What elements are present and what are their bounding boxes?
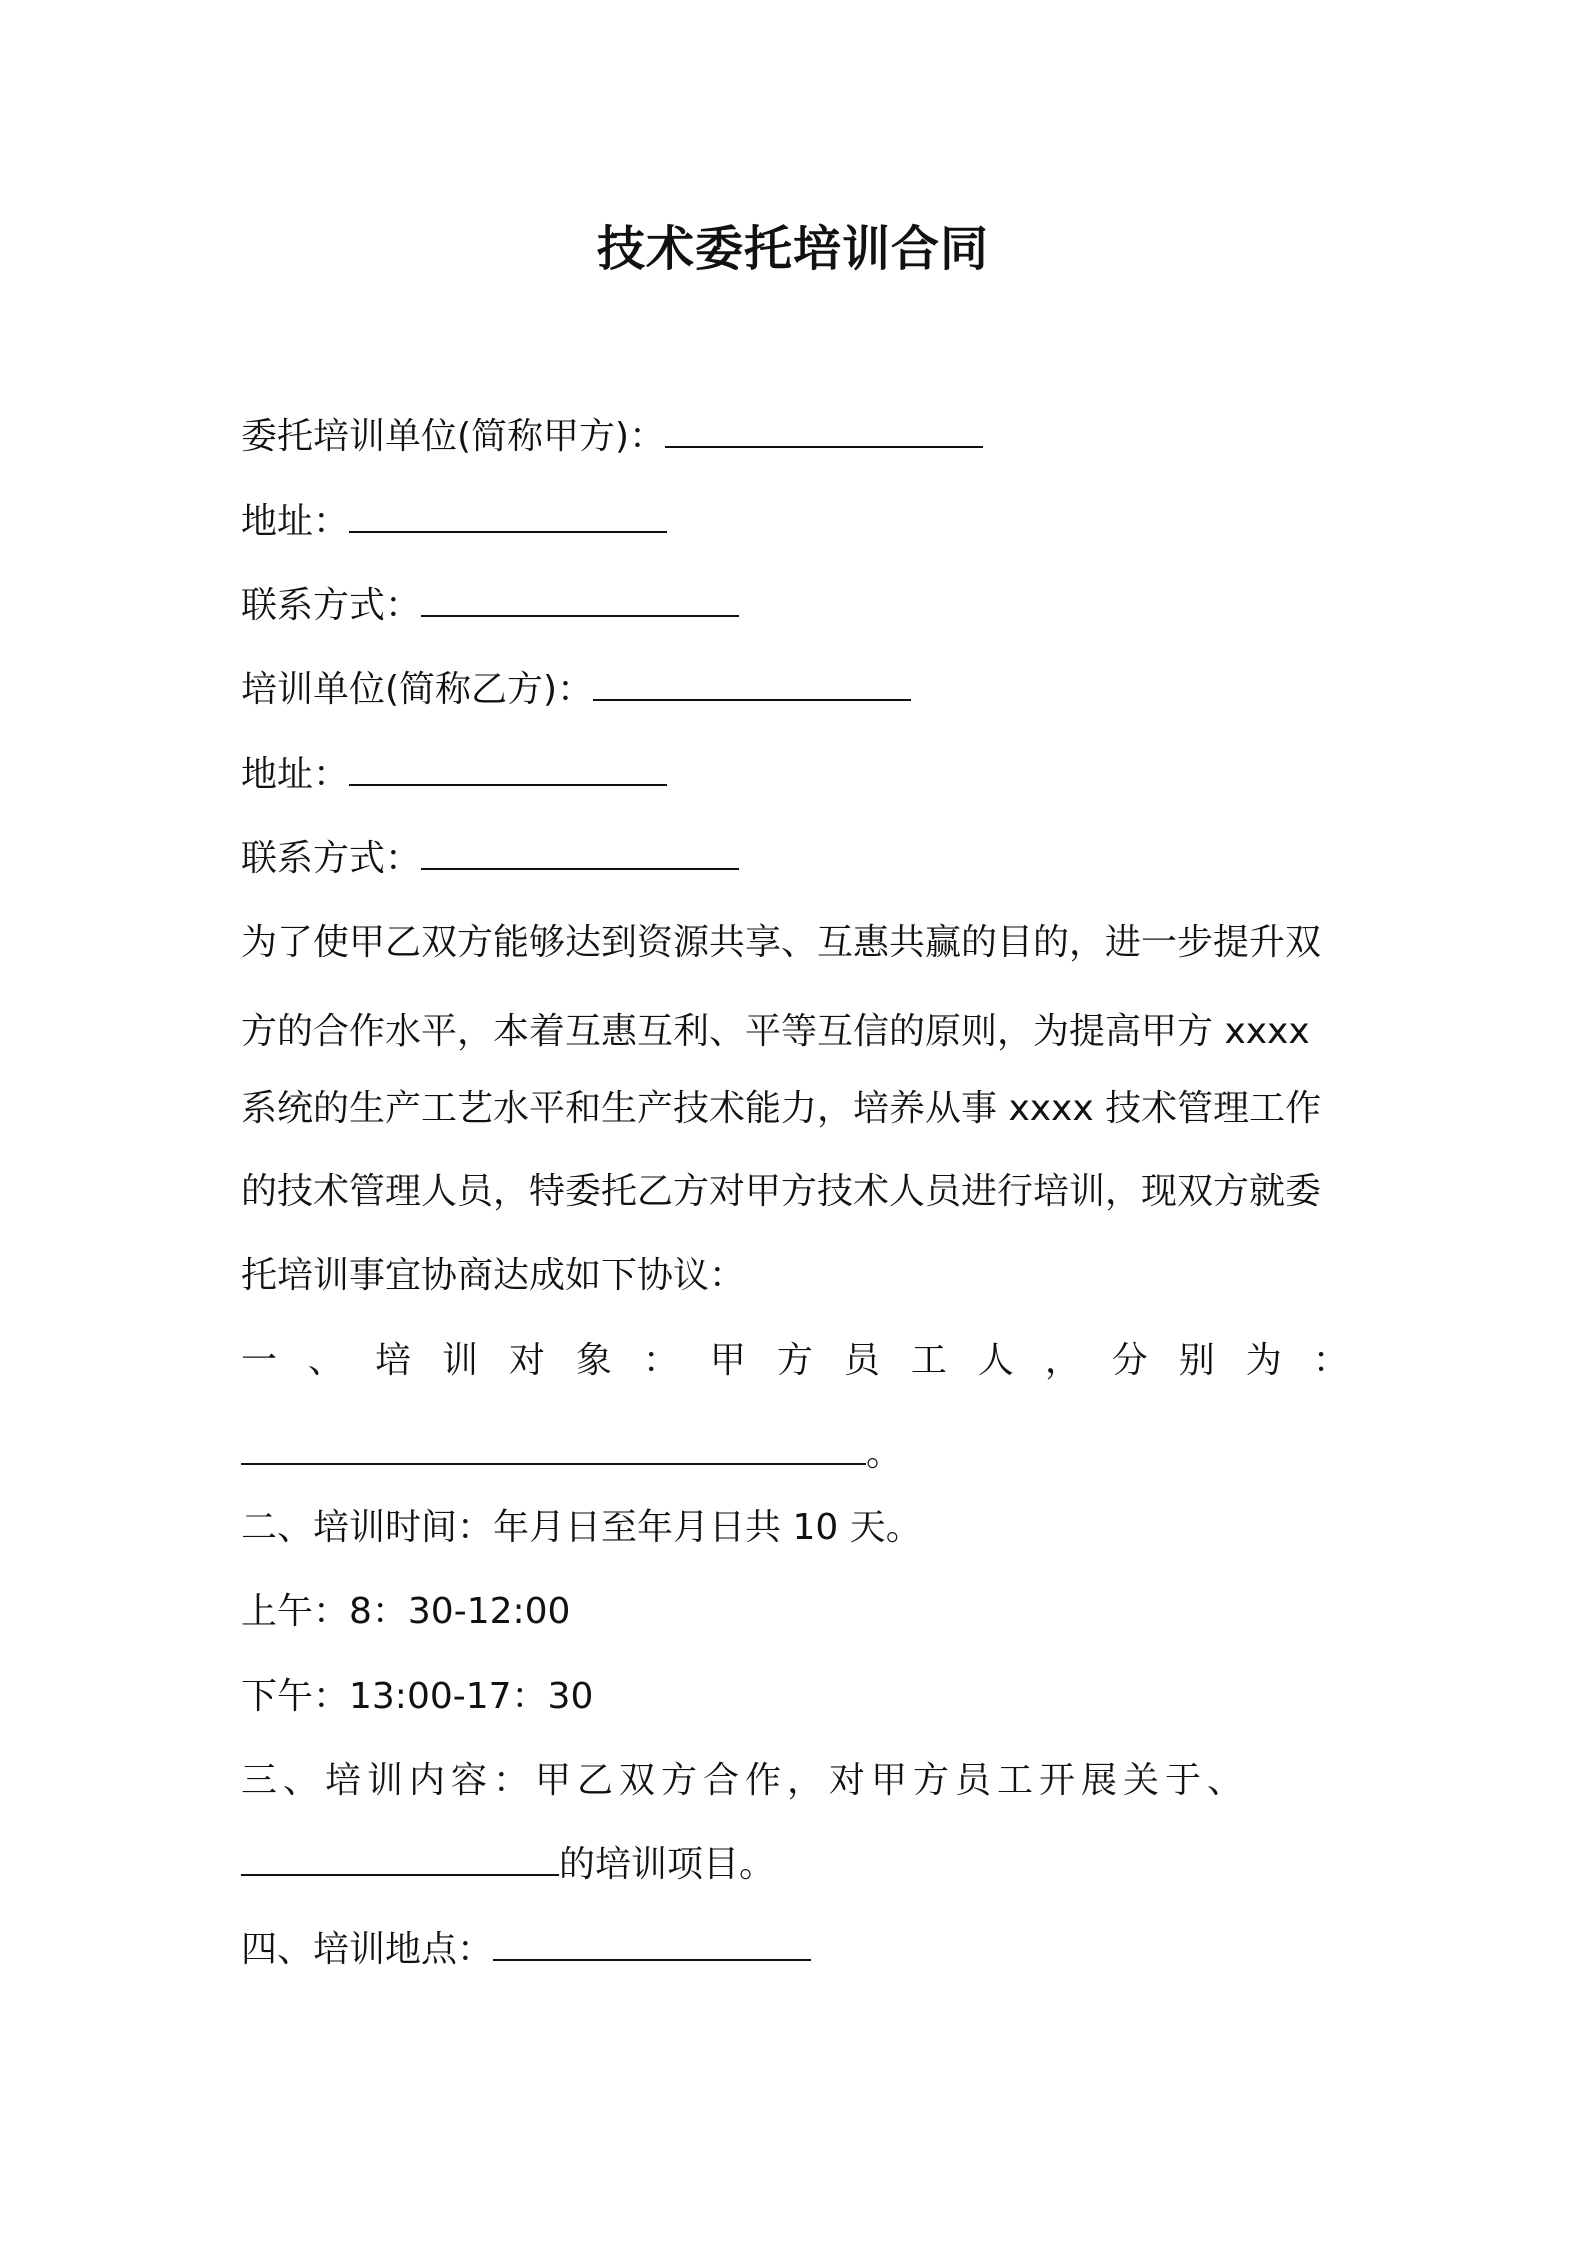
clause-4-label: 四、培训地点：: [241, 1929, 494, 1970]
clause-1-char: 为: [1245, 1340, 1282, 1381]
party-b-contact-blank[interactable]: [421, 836, 739, 870]
clause-1-char: ：: [642, 1340, 679, 1381]
party-a-contact-blank[interactable]: [421, 583, 739, 617]
training-location-blank[interactable]: [493, 1927, 811, 1961]
party-a-address-label: 地址：: [241, 501, 350, 542]
party-b-blank[interactable]: [593, 667, 911, 701]
training-content-blank[interactable]: [241, 1842, 559, 1876]
clause-1-char: 一: [241, 1340, 278, 1381]
party-b-line: [241, 665, 1361, 715]
clause-1-char: 训: [441, 1340, 478, 1381]
party-b-contact-label: 联系方式：: [241, 838, 422, 879]
morning-schedule: 上午：8：30-12:00: [241, 1591, 571, 1632]
clause-4-line: [241, 1925, 1361, 1975]
clause-1-char: 培: [374, 1340, 411, 1381]
preamble-line-4: 的技术管理人员，特委托乙方对甲方技术人员进行培训，现双方就委: [241, 1171, 1322, 1212]
party-a-contact-label: 联系方式：: [241, 585, 422, 626]
preamble-line-5: 托培训事宜协商达成如下协议：: [241, 1255, 746, 1296]
clause-1-char: 象: [575, 1340, 612, 1381]
party-a-label: 委托培训单位(简称甲方)：: [241, 416, 666, 457]
clause-1-char: 甲: [709, 1340, 746, 1381]
clause-1-char: 工: [910, 1340, 947, 1381]
party-b-address-label: 地址：: [241, 754, 350, 795]
party-b-label: 培训单位(简称乙方)：: [241, 669, 594, 710]
clause-1-char: ，: [1044, 1340, 1081, 1381]
clause-1-char: 人: [977, 1340, 1014, 1381]
clause-1-char: 分: [1111, 1340, 1148, 1381]
party-b-address-blank[interactable]: [349, 752, 667, 786]
clause-1-char: ：: [1312, 1340, 1349, 1381]
clause-1-char: 对: [508, 1340, 545, 1381]
clause-3-line: 三、培训内容：甲乙双方合作，对甲方员工开展关于、: [241, 1760, 1250, 1801]
clause-2-line: 二、培训时间：年月日至年月日共 10 天。: [241, 1507, 922, 1548]
preamble-line-3: 系统的生产工艺水平和生产技术能力，培养从事 xxxx 技术管理工作: [241, 1088, 1322, 1129]
party-a-address-blank[interactable]: [349, 499, 667, 533]
party-a-blank[interactable]: [665, 414, 983, 448]
document-title: 技术委托培训合同: [596, 221, 989, 277]
party-a-contact-line: [241, 581, 1361, 631]
party-b-contact-line: [241, 834, 1361, 884]
clause-1-char: 别: [1178, 1340, 1215, 1381]
clause-1-line: [241, 1336, 1361, 1386]
clause-3-end: 的培训项目。: [559, 1844, 776, 1885]
party-a-line: [241, 412, 1361, 462]
clause-1-char: 、: [307, 1340, 344, 1381]
preamble-line-1: 为了使甲乙双方能够达到资源共享、互惠共赢的目的，进一步提升双: [241, 922, 1322, 963]
clause-1-blank-line: [241, 1429, 1361, 1479]
clause-1-char: 员: [843, 1340, 880, 1381]
clause-1-char: 方: [776, 1340, 813, 1381]
party-a-address-line: [241, 497, 1361, 547]
trainees-blank[interactable]: [241, 1431, 866, 1465]
party-b-address-line: [241, 750, 1361, 800]
clause-3-blank-line: [241, 1840, 1361, 1890]
afternoon-schedule: 下午：13:00-17：30: [241, 1676, 594, 1717]
clause-1-text: [241, 1336, 1349, 1386]
clause-1-end: 。: [866, 1433, 903, 1474]
preamble-line-2: 方的合作水平，本着互惠互利、平等互信的原则，为提高甲方 xxxx: [241, 1011, 1310, 1052]
